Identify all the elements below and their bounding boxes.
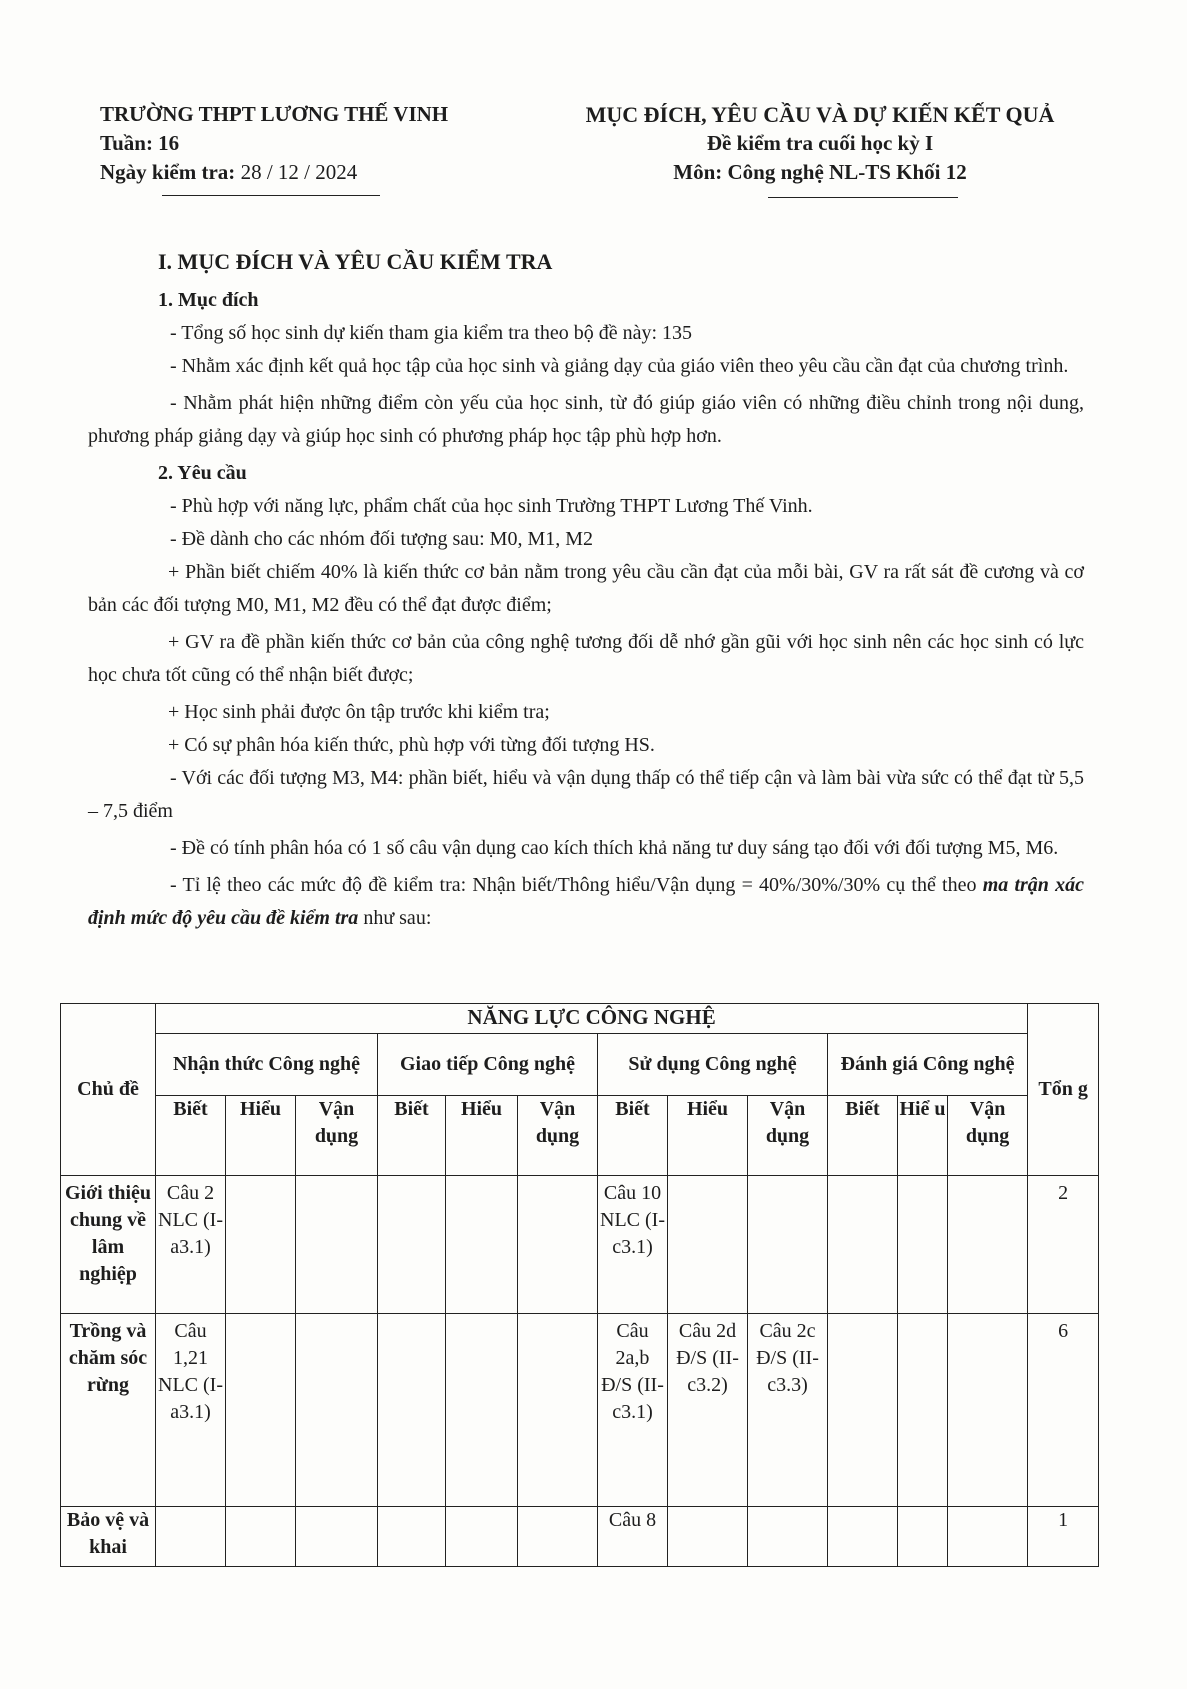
matrix-cell — [226, 1507, 296, 1567]
matrix-cell — [296, 1507, 378, 1567]
level-header: Vận dụng — [518, 1096, 598, 1176]
total-cell: 6 — [1028, 1314, 1099, 1507]
matrix-cell: Câu 2 NLC (I-a3.1) — [156, 1176, 226, 1314]
body-text — [88, 245, 1084, 935]
matrix-cell — [378, 1507, 446, 1567]
total-cell: 1 — [1028, 1507, 1099, 1567]
week-label: Tuần: 16 — [100, 131, 180, 155]
level-header: Hiểu — [226, 1096, 296, 1176]
exam-date — [100, 158, 448, 187]
group-header: Đánh giá Công nghệ — [828, 1034, 1028, 1096]
matrix-cell — [446, 1314, 518, 1507]
requirement-title: 2. Yêu cầu — [158, 462, 247, 484]
level-header: Biết — [828, 1096, 898, 1176]
matrix-cell — [296, 1314, 378, 1507]
matrix-cell — [446, 1176, 518, 1314]
matrix-cell — [828, 1507, 898, 1567]
matrix-cell — [378, 1314, 446, 1507]
matrix-cell: Câu 8 — [598, 1507, 668, 1567]
section-title: I. MỤC ĐÍCH VÀ YÊU CẦU KIỂM TRA — [158, 249, 553, 274]
ratio-text-end: như sau: — [358, 907, 432, 929]
document-title: MỤC ĐÍCH, YÊU CẦU VÀ DỰ KIẾN KẾT QUẢ — [585, 102, 1055, 127]
matrix-cell — [156, 1507, 226, 1567]
exam-name: Đề kiểm tra cuối học kỳ I — [706, 131, 934, 155]
matrix-cell — [668, 1176, 748, 1314]
matrix-cell — [296, 1176, 378, 1314]
topic-cell: Giới thiệu chung về lâm nghiệp — [61, 1176, 156, 1314]
requirement-r9 — [88, 869, 1084, 935]
matrix-cell: Câu 10 NLC (I-c3.1) — [598, 1176, 668, 1314]
matrix-cell — [518, 1507, 598, 1567]
header-topic: Chủ đề — [61, 1004, 156, 1176]
header-right-underline — [768, 197, 958, 198]
matrix-cell — [668, 1507, 748, 1567]
requirement-r5: + Học sinh phải được ôn tập trước khi kiểm tra; — [168, 701, 550, 723]
matrix-cell — [828, 1314, 898, 1507]
header-right — [560, 100, 1080, 187]
matrix-cell: Câu 2a,b Đ/S (II-c3.1) — [598, 1314, 668, 1507]
ratio-text: - Tỉ lệ theo các mức độ đề kiểm tra: Nhận biết/Thông hiểu/Vận dụng = 40%/30%/30% cụ thể theo — [170, 874, 983, 896]
requirement-r2: - Đề dành cho các nhóm đối tượng sau: M0, M1, M2 — [170, 528, 594, 550]
header-total: Tổn g — [1028, 1004, 1099, 1176]
level-header: Biết — [378, 1096, 446, 1176]
matrix-cell — [518, 1176, 598, 1314]
group-header: Giao tiếp Công nghệ — [378, 1034, 598, 1096]
topic-cell: Bảo vệ và khai — [61, 1507, 156, 1567]
group-header: Nhận thức Công nghệ — [156, 1034, 378, 1096]
matrix-cell — [828, 1176, 898, 1314]
matrix-cell — [898, 1176, 948, 1314]
purpose-title: 1. Mục đích — [158, 289, 259, 311]
requirement-r8: - Đề có tính phân hóa có 1 số câu vận dụng cao kích thích khả năng tư duy sáng tạo đối với đối tượng M5, M6. — [170, 837, 1059, 859]
matrix-cell — [898, 1507, 948, 1567]
subject-name: Môn: Công nghệ NL-TS Khối 12 — [673, 160, 967, 184]
matrix-cell — [898, 1314, 948, 1507]
level-header: Hiểu — [668, 1096, 748, 1176]
topic-cell: Trồng và chăm sóc rừng — [61, 1314, 156, 1507]
level-header: Hiể u — [898, 1096, 948, 1176]
total-cell: 2 — [1028, 1176, 1099, 1314]
table-row — [61, 1507, 1099, 1567]
matrix-cell — [948, 1314, 1028, 1507]
matrix-reference: ma trận xác định mức độ yêu cầu đề kiểm tra — [88, 874, 1085, 929]
purpose-p1: - Tổng số học sinh dự kiến tham gia kiểm tra theo bộ đề này: 135 — [170, 322, 693, 344]
table-row — [61, 1314, 1099, 1507]
requirement-r3: + Phần biết chiếm 40% là kiến thức cơ bản nằm trong yêu cầu cần đạt của mỗi bài, GV ra rất sát đề cương và cơ bản các đối tượng M0, M1, M2 đều có thể đạt được điểm; — [88, 561, 1084, 616]
header-left-underline — [162, 195, 380, 196]
level-header: Vận dụng — [748, 1096, 828, 1176]
header-left — [100, 100, 448, 187]
matrix-cell — [446, 1507, 518, 1567]
level-header: Vận dụng — [948, 1096, 1028, 1176]
matrix-cell — [948, 1507, 1028, 1567]
purpose-p2: - Nhằm xác định kết quả học tập của học sinh và giảng dạy của giáo viên theo yêu cầu cần đạt của chương trình. — [170, 355, 1069, 377]
competency-matrix-table — [60, 1003, 1099, 1567]
group-header: Sử dụng Công nghệ — [598, 1034, 828, 1096]
school-name: TRƯỜNG THPT LƯƠNG THẾ VINH — [100, 102, 449, 126]
matrix-cell — [378, 1176, 446, 1314]
level-header: Hiểu — [446, 1096, 518, 1176]
requirement-r7: - Với các đối tượng M3, M4: phần biết, hiểu và vận dụng thấp có thể tiếp cận và làm bài vừa sức có thể đạt từ 5,5 – 7,5 điểm — [88, 767, 1084, 822]
matrix-cell — [748, 1507, 828, 1567]
matrix-cell: Câu 2d Đ/S (II-c3.2) — [668, 1314, 748, 1507]
matrix-cell — [748, 1176, 828, 1314]
exam-date-label: Ngày kiểm tra: — [100, 160, 236, 184]
purpose-p3: - Nhằm phát hiện những điểm còn yếu của học sinh, từ đó giúp giáo viên có những điều chỉnh trong nội dung, phương pháp giảng dạy và giúp học sinh có phương pháp học tập phù hợp hơn. — [88, 392, 1084, 447]
matrix-cell — [226, 1314, 296, 1507]
matrix-cell: Câu 2c Đ/S (II-c3.3) — [748, 1314, 828, 1507]
level-header: Biết — [598, 1096, 668, 1176]
requirement-r1: - Phù hợp với năng lực, phẩm chất của học sinh Trường THPT Lương Thế Vinh. — [170, 495, 813, 517]
matrix-cell — [226, 1176, 296, 1314]
exam-date-value: 28 / 12 / 2024 — [240, 160, 358, 184]
requirement-r6: + Có sự phân hóa kiến thức, phù hợp với từng đối tượng HS. — [168, 734, 655, 756]
header-competency: NĂNG LỰC CÔNG NGHỆ — [156, 1004, 1028, 1034]
table-row — [61, 1176, 1099, 1314]
matrix-cell — [948, 1176, 1028, 1314]
level-header: Biết — [156, 1096, 226, 1176]
requirement-r4: + GV ra đề phần kiến thức cơ bản của công nghệ tương đối dễ nhớ gần gũi với học sinh nên các học sinh có lực học chưa tốt cũng có thể nhận biết được; — [88, 631, 1084, 686]
matrix-cell — [518, 1314, 598, 1507]
level-header: Vận dụng — [296, 1096, 378, 1176]
matrix-cell: Câu 1,21 NLC (I-a3.1) — [156, 1314, 226, 1507]
